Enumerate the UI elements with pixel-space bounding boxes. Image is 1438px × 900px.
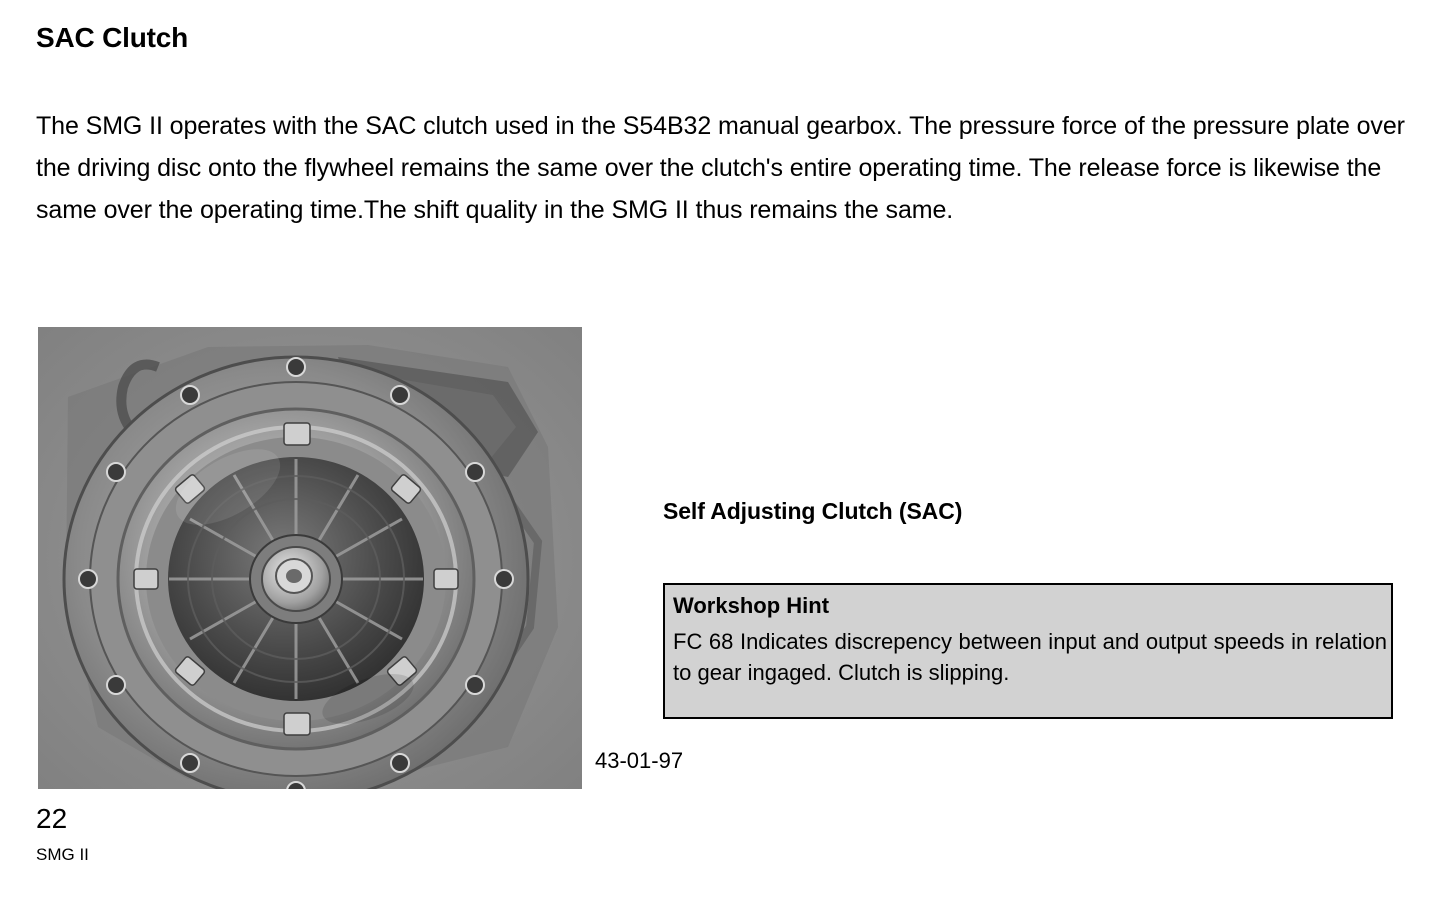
figure-caption: Self Adjusting Clutch (SAC)	[663, 498, 963, 524]
workshop-hint-heading: Workshop Hint	[673, 593, 830, 618]
workshop-hint-box	[663, 583, 1393, 719]
page-title: SAC Clutch	[36, 22, 189, 53]
clutch-photo	[38, 327, 582, 789]
body-paragraph: The SMG II operates with the SAC clutch used in the S54B32 manual gearbox. The pressure force of the pressure plate over the driving disc onto the flywheel remains the same over the clutch's entire operating time. The release force is likewise the same over the operating time.The shift quality in the SMG II thus remains the same.	[36, 112, 1405, 224]
page-number: 22	[36, 803, 68, 834]
figure-number: 43-01-97	[595, 748, 684, 773]
clutch-photo-graphic	[38, 327, 582, 789]
workshop-hint-text: FC 68 Indicates discrepency between input and output speeds in relation to gear ingaged. Clutch is slipping.	[673, 629, 1387, 685]
footer-label: SMG II	[36, 845, 89, 864]
